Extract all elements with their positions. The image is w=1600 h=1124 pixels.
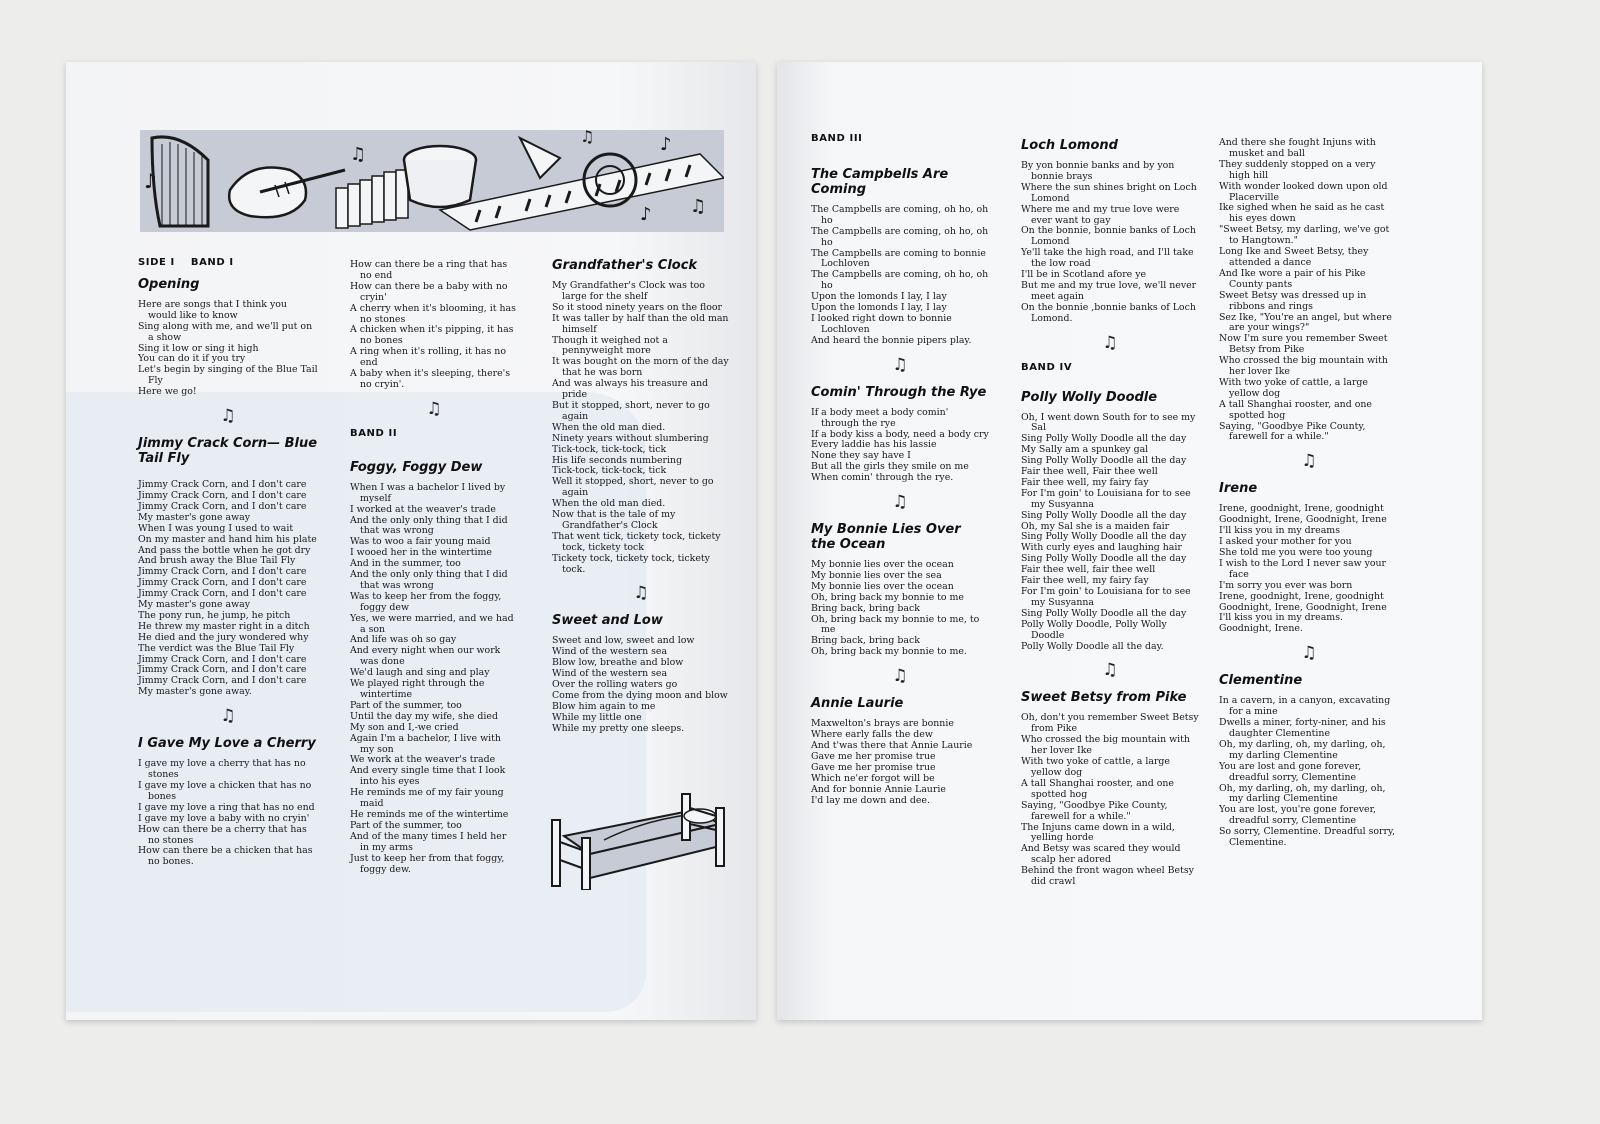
instruments-banner-illustration	[140, 130, 724, 232]
music-note-icon: ♫	[1301, 451, 1317, 472]
lyric-line: In a cavern, in a canyon, excavating for a mine	[1219, 695, 1391, 718]
song-cherry	[138, 736, 318, 868]
left-column-2	[350, 260, 518, 879]
lyric-line: And the only only thing that I did that was wrong	[350, 514, 508, 537]
lyric-line: She told me you were too young	[1219, 547, 1373, 558]
lyric-line: My son and I,-we cried	[350, 721, 459, 733]
lyric-line: And of the many times I held her in my arms	[350, 830, 507, 853]
song-title: Jimmy Crack Corn— Blue Tail Fly	[138, 436, 318, 467]
lyric-line: Maxwelton's brays are bonnie	[811, 718, 954, 730]
lyric-line: It was taller by half than the old man himself	[552, 312, 729, 335]
lyric-line: You are lost, you're gone forever, dreadful sorry, Clementine	[1219, 804, 1377, 827]
lyric-line: Sing Polly Wolly Doodle all the day	[1021, 553, 1187, 565]
svg-text:♫: ♫	[350, 144, 367, 165]
lyric-line: How can there be a ring that has no end	[350, 259, 508, 281]
lyric-line: I'll be in Scotland afore ye	[1021, 269, 1147, 281]
lyrics-jimmy	[138, 480, 318, 698]
song-title: My Bonnie Lies Over the Ocean	[811, 522, 961, 553]
lyric-line: Irene, goodnight, Irene, goodnight	[1219, 590, 1384, 602]
music-note-icon: ♫	[1102, 332, 1118, 353]
lyric-line: You are lost and gone forever, dreadful sorry, Clementine	[1219, 760, 1362, 783]
lyric-line: Jimmy Crack Corn, and I don't care	[138, 479, 307, 491]
song-clementine	[1219, 673, 1399, 849]
lyric-line: Oh, my darling, oh, my darling, oh, my darling Clementine	[1219, 738, 1386, 761]
music-note-icon: ♫	[633, 583, 649, 604]
song-title: Comin' Through the Rye	[811, 384, 987, 400]
lyric-line: Oh, my Sal she is a maiden fair	[1021, 520, 1170, 532]
lyric-line: Jimmy Crack Corn, and I don't care	[138, 577, 307, 589]
lyrics-foggy	[350, 483, 518, 876]
lyric-line: Fair thee well, my fairy fay	[1021, 476, 1149, 488]
song-grandfathers-clock	[552, 258, 730, 575]
lyric-line: On the bonnie, bonnie banks of Loch Lomond	[1021, 225, 1196, 248]
lyric-line: And life was oh so gay	[350, 634, 457, 646]
song-sweet-and-low	[552, 613, 730, 734]
lyric-line: I gave my love a baby with no cryin'	[138, 812, 310, 824]
lyric-line: When comin' through the rye.	[811, 472, 954, 484]
right-column-2	[1021, 138, 1199, 892]
lyric-line: When the old man died.	[552, 421, 666, 433]
lyric-line: Ike sighed when he said as he cast his eyes down	[1219, 202, 1385, 225]
lyrics-betsy-continued	[1219, 138, 1399, 443]
lyric-line: Upon the lomonds I lay, I lay	[811, 302, 947, 314]
lyric-line: With two yoke of cattle, a large yellow dog	[1219, 376, 1368, 399]
lyric-line: He threw my master right in a ditch	[138, 620, 310, 632]
lyric-line: If a body meet a body comin' through the rye	[811, 406, 949, 429]
lyric-line: Polly Wolly Doodle, Polly Wolly Doodle	[1021, 618, 1167, 641]
lyric-line: A chicken when it's pipping, it has no bones	[350, 324, 514, 347]
lyric-line: Where early falls the dew	[811, 729, 933, 741]
lyric-line: A ring when it's rolling, it has no end	[350, 346, 506, 369]
music-note-icon: ♫	[1102, 660, 1118, 681]
lyric-line: That went tick, tickety tock, tickety tock, tickety tock	[552, 530, 721, 553]
lyric-line: So it stood ninety years on the floor	[552, 301, 723, 313]
lyric-line: Who crossed the big mountain with her lover Ike	[1021, 734, 1190, 757]
svg-text:♪: ♪	[640, 204, 652, 225]
music-note-icon: ♫	[220, 706, 236, 727]
lyric-line: Oh, bring back my bonnie to me	[811, 591, 964, 603]
song-sweet-betsy	[1021, 690, 1199, 888]
lyric-line: Where me and my true love were ever want to gay	[1021, 203, 1180, 226]
lyric-line: I'll kiss you in my dreams.	[1219, 612, 1343, 624]
music-note-icon: ♫	[892, 492, 908, 513]
lyric-line: It was bought on the morn of the day that he was born	[552, 356, 729, 379]
lyric-line: Gave me her promise true	[811, 761, 936, 773]
lyric-line: Now that is the tale of my Grandfather's Clock	[552, 509, 676, 531]
lyric-line: Well it stopped, short, never to go again	[552, 476, 714, 499]
lyric-line: My bonnie lies over the ocean	[811, 559, 954, 571]
music-note-icon: ♫	[220, 406, 236, 427]
lyric-line: We work at the weaver's trade	[350, 754, 496, 766]
lyric-line: My Sally am a spunkey gal	[1021, 444, 1149, 456]
band-heading: BAND IV	[1021, 361, 1073, 373]
lyric-line: He died and the jury wondered why	[138, 631, 309, 643]
lyric-line: I looked right down to bonnie Lochloven	[811, 312, 952, 335]
lyric-line: Sing Polly Wolly Doodle all the day	[1021, 433, 1187, 445]
lyric-line: Was to keep her from the foggy, foggy dew	[350, 590, 502, 613]
lyric-line: Irene, goodnight, Irene, goodnight	[1219, 503, 1384, 515]
lyric-line: Sez Ike, "You're an angel, but where are your wings?"	[1219, 311, 1392, 334]
lyric-line: And in the summer, too	[350, 558, 461, 570]
lyric-line: I'm sorry you ever was born	[1219, 579, 1353, 591]
song-title: Polly Wolly Doodle	[1021, 389, 1158, 405]
lyric-line: Oh, don't you remember Sweet Betsy from Pike	[1021, 712, 1199, 735]
lyric-line: On the bonnie ,bonnie banks of Loch Lomond.	[1021, 301, 1196, 324]
lyric-line: Blow low, breathe and blow	[552, 657, 684, 669]
lyric-line: They suddenly stopped on a very high hill	[1219, 158, 1376, 181]
lyric-line: Tick-tock, tick-tock, tick	[552, 465, 667, 477]
lyric-line: Oh, bring back my bonnie to me, to me	[811, 613, 980, 636]
lyric-line: My master's gone away	[138, 511, 251, 523]
song-title: Loch Lomond	[1021, 138, 1118, 153]
lyric-line: Here are songs that I think you would like to know	[138, 298, 287, 321]
side-label: SIDE I	[138, 257, 175, 268]
lyrics-laurie	[811, 719, 989, 806]
lyric-line: Until the day my wife, she died	[350, 710, 498, 722]
lyric-line: Part of the summer, too	[350, 699, 462, 711]
bed-illustration	[544, 790, 732, 890]
lyric-line: The Campbells are coming, oh ho, oh ho	[811, 269, 989, 292]
lyrics-bonnie	[811, 560, 989, 658]
lyric-line: My Grandfather's Clock was too large for the shelf	[552, 280, 705, 302]
lyric-line: I asked your mother for you	[1219, 536, 1352, 548]
song-comin-through-the-rye	[811, 385, 989, 484]
lyric-line: And every night when our work was done	[350, 645, 501, 668]
lyric-line: Fair thee well, Fair thee well	[1021, 466, 1158, 478]
lyric-line: Come from the dying moon and blow	[552, 690, 728, 701]
lyric-line: Jimmy Crack Corn, and I don't care	[138, 588, 307, 600]
svg-text:♪: ♪	[144, 169, 157, 193]
music-note-icon: ♫	[892, 354, 908, 375]
lyrics-cherry	[138, 759, 318, 868]
lyric-line: When I was a bachelor I lived by myself	[350, 481, 506, 504]
lyric-line: We played right through the wintertime	[350, 678, 485, 700]
lyric-line: None they say have I	[811, 450, 911, 462]
lyric-line: But me and my true love, we'll never meet again	[1021, 279, 1197, 302]
lyric-line: I gave my love a ring that has no end	[138, 801, 315, 813]
song-title: Opening	[138, 276, 200, 292]
lyric-line: And Ike wore a pair of his Pike County pants	[1219, 267, 1366, 290]
lyric-line: Sing Polly Wolly Doodle all the day	[1021, 607, 1187, 619]
lyric-line: And every single time that I look into his eyes	[350, 765, 506, 788]
lyric-line: Sing Polly Wolly Doodle all the day	[1021, 455, 1187, 467]
lyrics-campbells	[811, 205, 989, 347]
lyric-line: Fair thee well, fair thee well	[1021, 564, 1156, 576]
lyric-line: And the only only thing that I did that was wrong	[350, 569, 508, 591]
song-jimmy-crack-corn	[138, 436, 318, 698]
lyric-line: And Betsy was scared they would scalp her adored	[1021, 843, 1181, 866]
lyrics-cherry-continued	[350, 260, 518, 391]
lyric-line: If a body kiss a body, need a body cry	[811, 428, 989, 440]
lyrics-clementine	[1219, 696, 1399, 849]
lyric-line: Saying, "Goodbye Pike County, farewell for a while."	[1219, 420, 1366, 443]
lyrics-sweet	[552, 636, 730, 734]
lyric-line: With two yoke of cattle, a large yellow dog	[1021, 756, 1170, 778]
lyric-line: Sing it low or sing it high	[138, 342, 259, 354]
lyric-line: So sorry, Clementine. Dreadful sorry, Clementine.	[1219, 826, 1396, 849]
lyric-line: Oh, I went down South for to see my Sal	[1021, 411, 1196, 434]
band-heading: BAND II	[350, 427, 398, 439]
lyric-line: Behind the front wagon wheel Betsy did crawl	[1021, 865, 1194, 888]
lyric-line: I gave my love a cherry that has no stones	[138, 758, 306, 781]
lyric-line: Tickety tock, tickety tock, tickety tock.	[552, 552, 710, 575]
lyric-line: A cherry when it's blooming, it has no stones	[350, 302, 516, 325]
lyric-line: Jimmy Crack Corn, and I don't care	[138, 566, 307, 578]
lyric-line: My bonnie lies over the sea	[811, 569, 942, 581]
lyric-line: Every laddie has his lassie	[811, 439, 937, 451]
lyric-line: Goodnight, Irene.	[1219, 623, 1303, 635]
song-foggy-dew	[350, 460, 518, 876]
lyric-line: Gave me her promise true	[811, 750, 936, 762]
lyrics-irene	[1219, 504, 1399, 635]
lyric-line: But it stopped, short, never to go again	[552, 399, 710, 422]
lyric-line: Just to keep her from that foggy, foggy dew.	[350, 852, 505, 875]
lyric-line: For I'm goin' to Louisiana for to see my Susyanna	[1021, 487, 1191, 510]
lyric-line: I'll kiss you in my dreams	[1219, 525, 1341, 537]
lyric-line: He reminds me of my fair young maid	[350, 787, 504, 810]
lyric-line: The Campbells are coming, oh ho, oh ho	[811, 203, 989, 226]
lyric-line: The Campbells are coming, oh ho, oh ho	[811, 225, 989, 248]
song-irene	[1219, 481, 1399, 635]
lyric-line: Goodnight, Irene, Goodnight, Irene	[1219, 514, 1387, 526]
svg-text:♫: ♫	[580, 130, 595, 146]
lyric-line: My bonnie lies over the ocean	[811, 580, 954, 592]
song-title: Sweet and Low	[552, 613, 663, 629]
lyric-line: And brush away the Blue Tail Fly	[138, 555, 296, 567]
lyric-line: Long Ike and Sweet Betsy, they attended a dance	[1219, 246, 1369, 268]
band-heading	[138, 258, 318, 269]
lyric-line: A tall Shanghai rooster, and one spotted hog	[1219, 398, 1372, 421]
song-title: Sweet Betsy from Pike	[1021, 690, 1187, 706]
lyric-line: How can there be a cherry that has no stones	[138, 823, 307, 846]
music-note-icon: ♫	[892, 666, 908, 687]
lyric-line: "Sweet Betsy, my darling, we've got to Hangtown."	[1219, 224, 1390, 247]
lyric-line: My master's gone away.	[138, 686, 252, 698]
lyric-line: Jimmy Crack Corn, and I don't care	[138, 675, 307, 687]
lyric-line: Jimmy Crack Corn, and I don't care	[138, 664, 307, 676]
song-title: Clementine	[1219, 673, 1303, 689]
lyric-line: Yes, we were married, and we had a son	[350, 612, 514, 635]
lyric-line: Was to woo a fair young maid	[350, 536, 491, 548]
song-title: I Gave My Love a Cherry	[138, 736, 316, 752]
lyric-line: Who crossed the big mountain with her lover Ike	[1219, 355, 1388, 378]
lyric-line: We'd laugh and sing and play	[350, 667, 490, 679]
lyrics-grandfather	[552, 281, 730, 575]
lyric-line: A tall Shanghai rooster, and one spotted hog	[1021, 777, 1174, 800]
lyric-line: He reminds me of the wintertime	[350, 808, 509, 820]
lyrics-lomond	[1021, 161, 1199, 325]
lyric-line: Wind of the western sea	[552, 668, 668, 680]
lyric-line: My master's gone away	[138, 599, 251, 611]
music-note-icon: ♫	[426, 398, 442, 419]
lyric-line: Again I'm a bachelor, I live with my son	[350, 732, 501, 755]
lyric-line: I gave my love a chicken that has no bones	[138, 780, 312, 802]
svg-text:♫: ♫	[690, 196, 707, 217]
lyric-line: And pass the bottle when he got dry	[138, 544, 311, 556]
lyric-line: Jimmy Crack Corn, and I don't care	[138, 489, 307, 501]
lyric-line: And was always his treasure and pride	[552, 378, 709, 401]
lyric-line: Blow him again to me	[552, 700, 656, 712]
lyric-line: Goodnight, Irene, Goodnight, Irene	[1219, 601, 1387, 613]
lyric-line: Upon the lomonds I lay, I lay	[811, 291, 947, 303]
right-column-1	[811, 134, 989, 810]
lyric-line: How can there be a baby with no cryin'	[350, 280, 508, 303]
lyric-line: Ninety years without slumbering	[552, 432, 709, 444]
lyric-line: How can there be a chicken that has no bones.	[138, 845, 313, 868]
lyric-line: Now I'm sure you remember Sweet Betsy from Pike	[1219, 333, 1388, 356]
lyric-line: His life seconds numbering	[552, 454, 683, 466]
lyric-line: Tick-tock, tick-tock, tick	[552, 443, 667, 455]
lyric-line: Where the sun shines bright on Loch Lomond	[1021, 181, 1197, 204]
song-title: Irene	[1219, 481, 1258, 497]
lyric-line: And t'was there that Annie Laurie	[811, 740, 973, 751]
song-polly-wolly-doodle	[1021, 390, 1199, 653]
lyric-line: With curly eyes and laughing hair	[1021, 542, 1182, 554]
lyric-line: Sweet Betsy was dressed up in ribbons and rings	[1219, 289, 1367, 312]
lyric-line: Sweet and low, sweet and low	[552, 635, 695, 647]
lyric-line: Sing along with me, and we'll put on a show	[138, 320, 313, 343]
lyric-line: You can do it if you try	[138, 353, 246, 365]
lyric-line: Bring back, bring back	[811, 602, 920, 614]
lyrics-betsy	[1021, 713, 1199, 888]
song-loch-lomond	[1021, 138, 1199, 325]
lyric-line: While my little one	[552, 711, 642, 723]
band-heading: BAND III	[811, 133, 863, 144]
lyric-line: While my pretty one sleeps.	[552, 722, 685, 734]
song-title: Foggy, Foggy Dew	[350, 459, 483, 475]
lyrics-rye	[811, 408, 989, 484]
lyric-line: For I'm goin' to Louisiana for to see my Susyanna	[1021, 586, 1191, 608]
lyric-line: And for bonnie Annie Laurie	[811, 783, 946, 795]
song-annie-laurie	[811, 696, 989, 806]
song-title: Grandfather's Clock	[552, 258, 698, 273]
song-campbells	[811, 167, 989, 347]
left-column-1	[138, 258, 318, 872]
lyrics-opening	[138, 300, 318, 398]
lyric-line: Jimmy Crack Corn, and I don't care	[138, 653, 307, 665]
left-page	[66, 62, 756, 1020]
song-title: The Campbells Are Coming	[811, 166, 949, 197]
lyric-line: The pony run, he jump, he pitch	[138, 609, 291, 621]
lyric-line: Let's begin by singing of the Blue Tail Fly	[138, 364, 318, 387]
lyric-line: Over the rolling waters go	[552, 679, 678, 691]
lyric-line: Dwells a miner, forty-niner, and his daughter Clementine	[1219, 717, 1386, 739]
right-column-3	[1219, 138, 1399, 853]
svg-text:♪: ♪	[660, 134, 672, 155]
lyric-line: But all the girls they smile on me	[811, 461, 969, 473]
lyric-line: When the old man died.	[552, 498, 666, 510]
lyric-line: Polly Wolly Doodle all the day.	[1021, 640, 1164, 652]
lyric-line: Bring back, bring back	[811, 635, 920, 647]
lyric-line: Jimmy Crack Corn, and I don't care	[138, 500, 307, 512]
lyric-line: The Injuns came down in a wild, yelling horde	[1021, 821, 1175, 844]
lyrics-polly	[1021, 413, 1199, 653]
lyric-line: When I was young I used to wait	[138, 522, 294, 534]
left-column-3	[552, 258, 730, 739]
lyric-line: I wish to the Lord I never saw your face	[1219, 557, 1387, 580]
lyric-line: Ye'll take the high road, and I'll take the low road	[1021, 247, 1194, 270]
lyric-line: I wooed her in the wintertime	[350, 547, 492, 559]
lyric-line: The verdict was the Blue Tail Fly	[138, 642, 295, 654]
song-opening	[138, 277, 318, 398]
song-title: Annie Laurie	[811, 696, 904, 712]
right-page	[777, 62, 1482, 1020]
lyric-line: And heard the bonnie pipers play.	[811, 334, 972, 346]
lyric-line: Sing Polly Wolly Doodle all the day	[1021, 531, 1187, 543]
lyric-line: On my master and hand him his plate	[138, 533, 317, 545]
lyric-line: And there she fought Injuns with musket and ball	[1219, 137, 1376, 159]
lyric-line: Oh, my darling, oh, my darling, oh, my darling Clementine	[1219, 782, 1386, 805]
lyric-line: Wind of the western sea	[552, 646, 668, 658]
lyric-line: By yon bonnie banks and by yon bonnie brays	[1021, 160, 1175, 182]
lyric-line: I worked at the weaver's trade	[350, 503, 496, 515]
lyric-line: Saying, "Goodbye Pike County, farewell for a while."	[1021, 799, 1168, 822]
lyric-line: Sing Polly Wolly Doodle all the day	[1021, 509, 1187, 521]
lyric-line: Fair thee well, my fairy fay	[1021, 575, 1149, 587]
band-label: BAND I	[190, 257, 234, 268]
music-note-icon: ♫	[1301, 643, 1317, 664]
lyric-line: Which ne'er forgot will be	[811, 772, 935, 784]
lyric-line: I'd lay me down and dee.	[811, 794, 930, 806]
lyric-line: A baby when it's sleeping, there's no cryin'.	[350, 368, 511, 390]
lyric-line: Here we go!	[138, 386, 197, 398]
lyric-line: With wonder looked down upon old Placerville	[1219, 180, 1388, 203]
lyric-line: Though it weighed not a pennyweight more	[552, 334, 668, 357]
song-my-bonnie	[811, 522, 989, 658]
lyric-line: Part of the summer, too	[350, 819, 462, 831]
lyric-line: Oh, bring back my bonnie to me.	[811, 646, 967, 658]
lyric-line: The Campbells are coming to bonnie Lochloven	[811, 247, 986, 270]
